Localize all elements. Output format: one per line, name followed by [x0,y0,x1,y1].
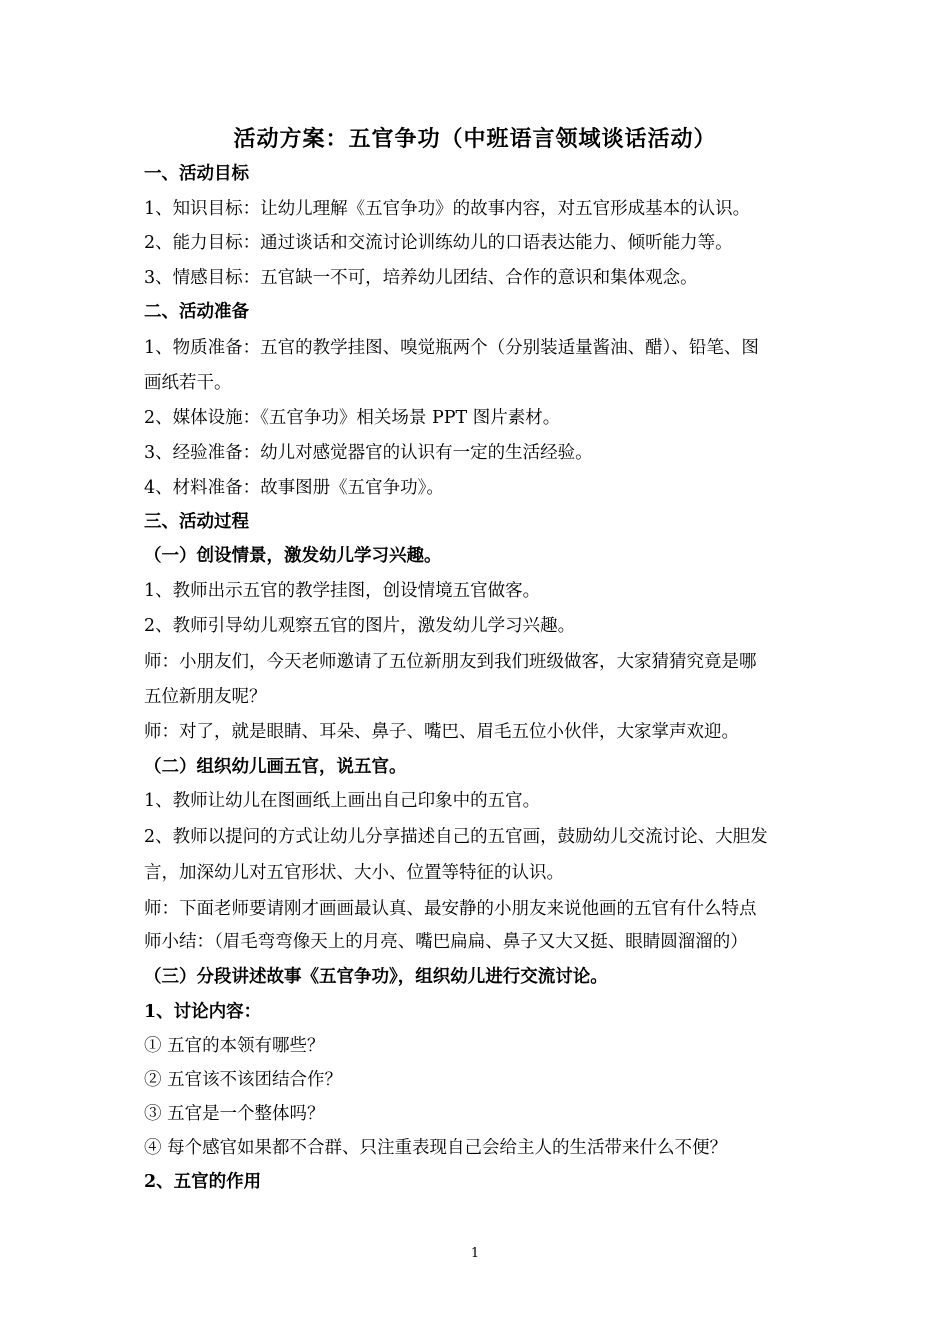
paragraph-line: 2、教师以提问的方式让幼儿分享描述自己的五官画，鼓励幼儿交流讨论、大胆发 [144,827,768,847]
paragraph-line: 师：对了，就是眼睛、耳朵、鼻子、嘴巴、眉毛五位小伙伴，大家掌声欢迎。 [144,722,739,742]
paragraph-line: 五位新朋友呢？ [144,687,267,707]
paragraph-line: 2、能力目标：通过谈话和交流讨论训练幼儿的口语表达能力、倾听能力等。 [144,233,733,253]
paragraph-line: 师小结：（眉毛弯弯像天上的月亮、嘴巴扁扁、鼻子又大又挺、眼睛圆溜溜的） [144,932,748,952]
list-item: ② 五官该不该团结合作？ [144,1070,343,1090]
paragraph-line: 1、教师让幼儿在图画纸上画出自己印象中的五官。 [144,791,541,811]
section-heading-process: 三、活动过程 [144,512,249,532]
section-heading-preparation: 二、活动准备 [144,302,249,322]
paragraph-line: 师：小朋友们，今天老师邀请了五位新朋友到我们班级做客，大家猜猜究竟是哪 [144,652,757,672]
paragraph-line: 3、经验准备：幼儿对感觉器官的认识有一定的生活经验。 [144,443,593,463]
list-heading: 2、五官的作用 [144,1172,262,1192]
subsection-heading: （三）分段讲述故事《五官争功》，组织幼儿进行交流讨论。 [144,967,608,987]
paragraph-line: 言，加深幼儿对五官形状、大小、位置等特征的认识。 [144,863,564,883]
subsection-heading: （二）组织幼儿画五官，说五官。 [144,757,407,777]
paragraph-line: 2、教师引导幼儿观察五官的图片，激发幼儿学习兴趣。 [144,616,576,636]
document-title: 活动方案：五官争功（中班语言领域谈话活动） [233,126,717,152]
paragraph-line: 1、物质准备：五官的教学挂图、嗅觉瓶两个（分别装适量酱油、醋）、铅笔、图 [144,338,759,358]
list-item: ③ 五官是一个整体吗？ [144,1104,325,1124]
paragraph-line: 3、情感目标：五官缺一不可，培养幼儿团结、合作的意识和集体观念。 [144,268,698,288]
page-number: 1 [470,1246,480,1261]
paragraph-line: 2、媒体设施：《五官争功》相关场景 PPT 图片素材。 [144,408,561,428]
paragraph-line: 1、知识目标：让幼儿理解《五官争功》的故事内容，对五官形成基本的认识。 [144,199,751,219]
list-item: ④ 每个感官如果都不合群、只注重表现自己会给主人的生活带来什么不便？ [144,1138,728,1158]
paragraph-line: 画纸若干。 [144,373,232,393]
section-heading-objectives: 一、活动目标 [144,164,249,184]
paragraph-line: 4、材料准备：故事图册《五官争功》。 [144,478,444,498]
subsection-heading: （一）创设情景，激发幼儿学习兴趣。 [144,546,442,566]
paragraph-line: 师：下面老师要请刚才画画最认真、最安静的小朋友来说他画的五官有什么特点 [144,899,757,919]
paragraph-line: 1、教师出示五官的教学挂图，创设情境五官做客。 [144,581,541,601]
list-item: ① 五官的本领有哪些？ [144,1036,325,1056]
list-heading: 1、讨论内容： [144,1002,262,1022]
